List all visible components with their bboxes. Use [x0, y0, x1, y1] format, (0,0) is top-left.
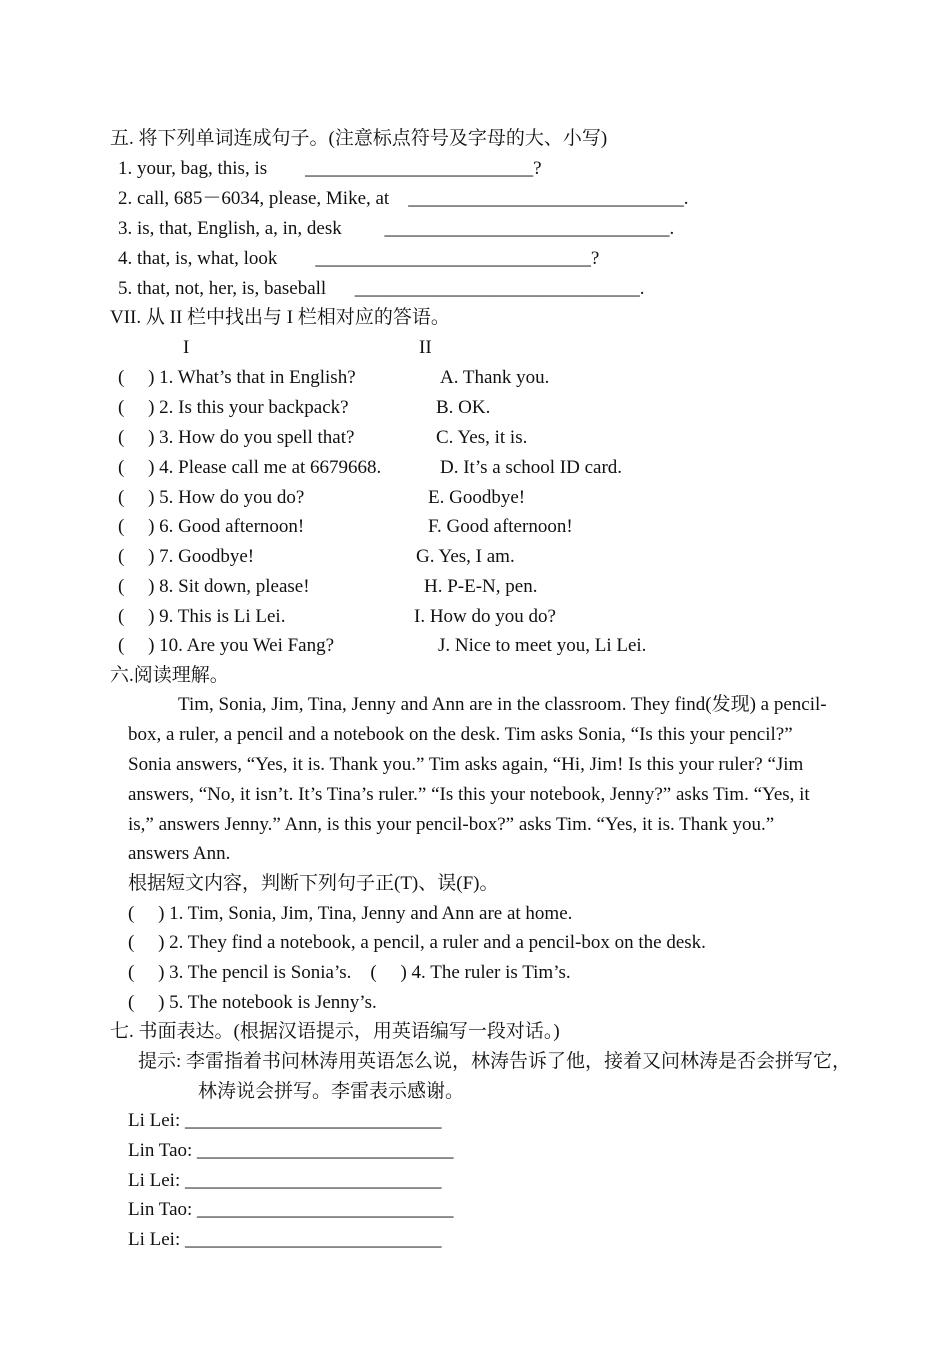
hint-line-2: 林涛说会拼写。李雷表示感谢。 — [198, 1081, 465, 1102]
reorder-item-1: 1. your, bag, this, is ________________________? — [118, 158, 542, 179]
match-question: ( ) 7. Goodbye! — [118, 546, 255, 567]
passage-line: Sonia answers, “Yes, it is. Thank you.” Tim asks again, “Hi, Jim! Is this your ruler? “Jim — [128, 754, 804, 775]
section-5-title: 五. 将下列单词连成句子。(注意标点符号及字母的大、小写) — [110, 128, 608, 149]
match-answer: C. Yes, it is. — [436, 427, 528, 448]
section-7-title: 七. 书面表达。(根据汉语提示，用英语编写一段对话。) — [110, 1021, 560, 1042]
match-answer: D. It’s a school ID card. — [440, 457, 623, 478]
tf-question: ( ) 3. The pencil is Sonia’s. ( ) 4. The ruler is Tim’s. — [128, 962, 571, 983]
reorder-item-2: 2. call, 685－6034, please, Mike, at _____________________________. — [118, 188, 689, 209]
match-question: ( ) 3. How do you spell that? — [118, 427, 355, 448]
tf-question: ( ) 5. The notebook is Jenny’s. — [128, 992, 377, 1013]
passage-line: Tim, Sonia, Jim, Tina, Jenny and Ann are in the classroom. They find(发现) a pencil- — [178, 694, 827, 715]
column-ii-header: II — [419, 337, 432, 358]
match-question: ( ) 4. Please call me at 6679668. — [118, 457, 382, 478]
section-vii-title: VII. 从 II 栏中找出与 I 栏相对应的答语。 — [110, 307, 450, 328]
passage-line: box, a ruler, a pencil and a notebook on the desk. Tim asks Sonia, “Is this your pencil?” — [128, 724, 793, 745]
match-question: ( ) 2. Is this your backpack? — [118, 397, 349, 418]
match-question: ( ) 1. What’s that in English? — [118, 367, 356, 388]
match-answer: J. Nice to meet you, Li Lei. — [438, 635, 647, 656]
dialog-line: Li Lei: ___________________________ — [128, 1229, 442, 1250]
match-answer: I. How do you do? — [414, 606, 556, 627]
match-question: ( ) 5. How do you do? — [118, 487, 305, 508]
match-question: ( ) 6. Good afternoon! — [118, 516, 305, 537]
dialog-line: Li Lei: ___________________________ — [128, 1110, 442, 1131]
match-answer: E. Goodbye! — [428, 487, 526, 508]
match-question: ( ) 10. Are you Wei Fang? — [118, 635, 335, 656]
column-i-header: I — [183, 337, 190, 358]
passage-line: answers Ann. — [128, 843, 231, 864]
tf-instruction: 根据短文内容，判断下列句子正(T)、误(F)。 — [128, 873, 499, 894]
dialog-line: Lin Tao: ___________________________ — [128, 1199, 454, 1220]
match-answer: H. P-E-N, pen. — [424, 576, 538, 597]
tf-question: ( ) 1. Tim, Sonia, Jim, Tina, Jenny and Ann are at home. — [128, 903, 573, 924]
tf-question: ( ) 2. They find a notebook, a pencil, a ruler and a pencil-box on the desk. — [128, 932, 706, 953]
reorder-item-3: 3. is, that, English, a, in, desk ______________________________. — [118, 218, 675, 239]
dialog-line: Li Lei: ___________________________ — [128, 1170, 442, 1191]
reorder-item-4: 4. that, is, what, look _____________________________? — [118, 248, 600, 269]
match-answer: B. OK. — [436, 397, 491, 418]
match-answer: G. Yes, I am. — [416, 546, 515, 567]
reorder-item-5: 5. that, not, her, is, baseball ______________________________. — [118, 278, 645, 299]
hint-line-1: 提示: 李雷指着书问林涛用英语怎么说，林涛告诉了他，接着又问林涛是否会拼写它， — [138, 1051, 852, 1072]
match-answer: F. Good afternoon! — [428, 516, 573, 537]
dialog-line: Lin Tao: ___________________________ — [128, 1140, 454, 1161]
passage-line: answers, “No, it isn’t. It’s Tina’s ruler.” “Is this your notebook, Jenny?” asks Tim. “Yes, it — [128, 784, 810, 805]
section-6-title: 六.阅读理解。 — [110, 665, 229, 686]
match-question: ( ) 8. Sit down, please! — [118, 576, 310, 597]
match-answer: A. Thank you. — [440, 367, 550, 388]
passage-line: is,” answers Jenny.” Ann, is this your pencil-box?” asks Tim. “Yes, it is. Thank you.” — [128, 814, 775, 835]
match-question: ( ) 9. This is Li Lei. — [118, 606, 286, 627]
